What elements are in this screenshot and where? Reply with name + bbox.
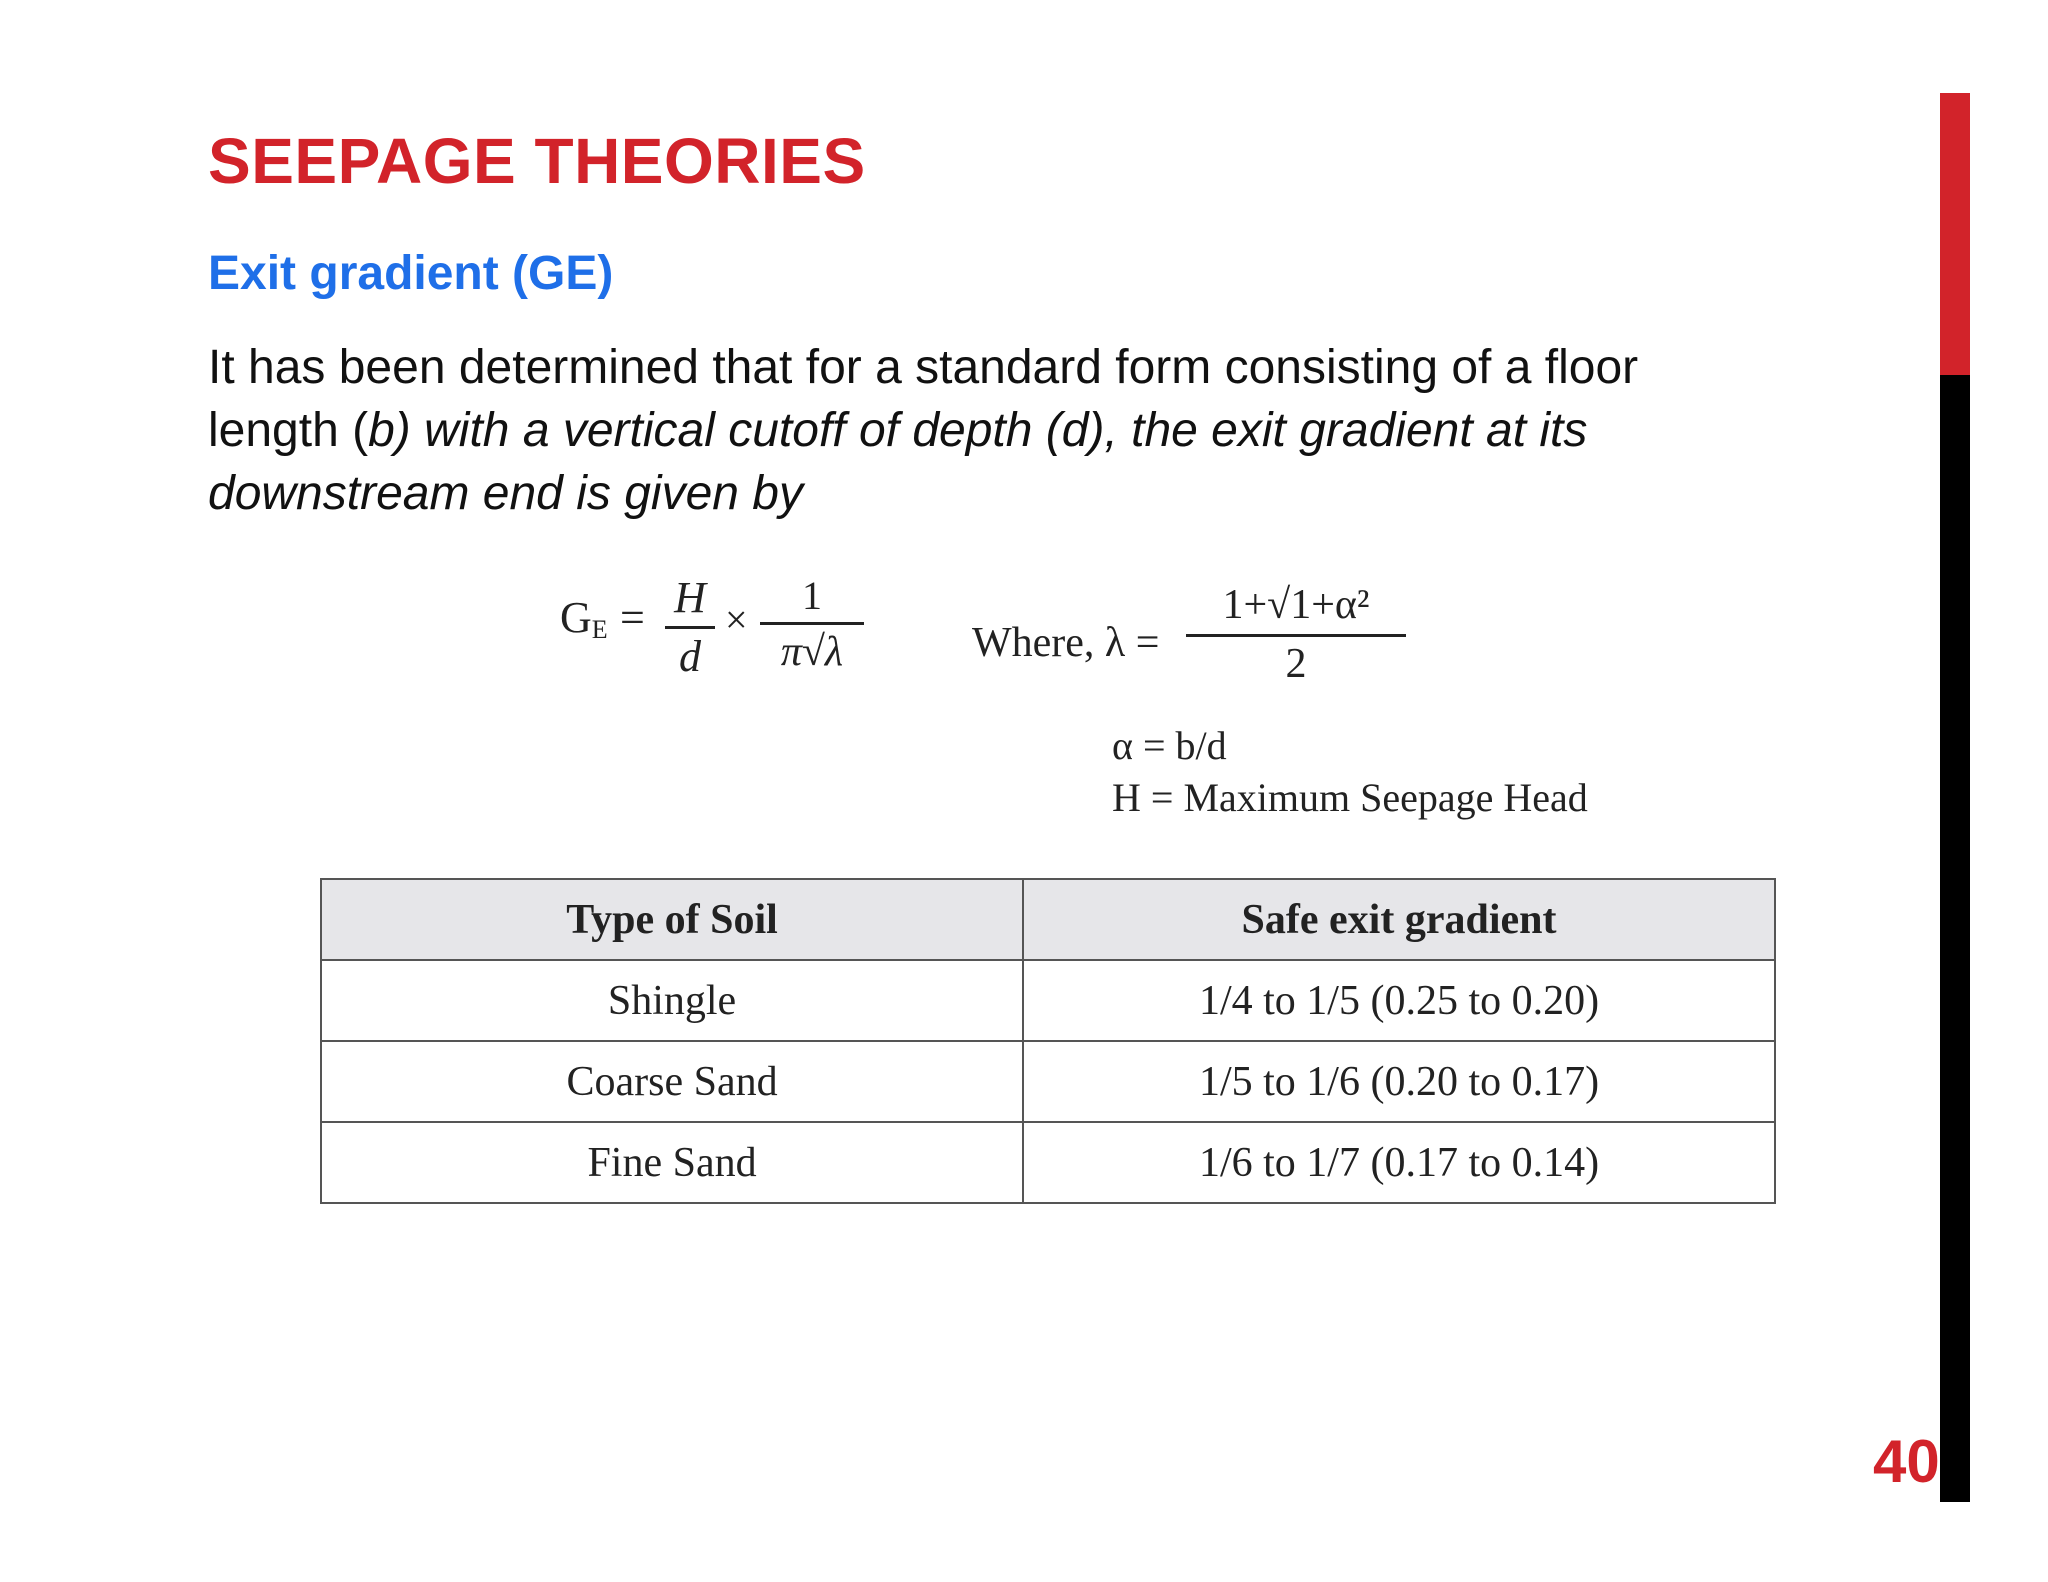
table-row <box>321 1041 1775 1122</box>
fraction-numerator: 1 <box>802 573 822 618</box>
table-cell: 1/5 to 1/6 (0.20 to 0.17) <box>1023 1041 1775 1122</box>
side-accent-bar-red <box>1940 93 1970 375</box>
fraction-denominator: π√λ <box>780 629 844 675</box>
formula-head-definition: H = Maximum Seepage Head <box>1112 775 1588 820</box>
table-row <box>321 1122 1775 1203</box>
table-cell: Shingle <box>321 960 1023 1041</box>
body-text-italic: b) with a vertical cutoff of depth (d), the exit gradient at its downstream end is given by <box>208 404 1588 520</box>
exit-gradient-formula <box>520 562 1720 852</box>
fraction-bar <box>760 622 864 625</box>
fraction-numerator: H <box>674 573 706 622</box>
fraction-numerator: 1+√1+α² <box>1222 582 1370 628</box>
formula-ge: $G_E$ <box>560 593 608 644</box>
body-paragraph <box>208 336 1768 525</box>
formula-fraction-h-over-d <box>665 573 715 681</box>
safe-exit-gradient-table <box>320 878 1776 1204</box>
fraction-bar <box>1186 634 1406 637</box>
fraction-denominator: d <box>679 632 701 681</box>
table-row <box>321 960 1775 1041</box>
formula-lambda-fraction <box>1186 584 1406 685</box>
table-header-cell: Safe exit gradient <box>1023 879 1775 960</box>
table-header-row <box>321 879 1775 960</box>
body-text-normal: It has been determined that for a standard form consisting of a floor length ( <box>208 341 1639 457</box>
slide-title: SEEPAGE THEORIES <box>208 125 866 197</box>
formula-fraction-one-over-pi-root-lambda <box>760 573 864 675</box>
table-cell: Coarse Sand <box>321 1041 1023 1122</box>
side-accent-bar-black <box>1940 375 1970 1502</box>
table-header-cell: Type of Soil <box>321 879 1023 960</box>
formula-times: × <box>725 597 748 642</box>
slide-subtitle: Exit gradient (GE) <box>208 247 614 300</box>
table-cell: 1/4 to 1/5 (0.25 to 0.20) <box>1023 960 1775 1041</box>
formula-equals: = <box>620 593 645 642</box>
page-number: 40 <box>1873 1428 1940 1495</box>
table-cell: Fine Sand <box>321 1122 1023 1203</box>
formula-where-lambda: Where, λ = <box>972 620 1160 666</box>
table-cell: 1/6 to 1/7 (0.17 to 0.14) <box>1023 1122 1775 1203</box>
formula-alpha-definition: α = b/d <box>1112 723 1227 768</box>
fraction-denominator: 2 <box>1285 641 1307 687</box>
fraction-bar <box>665 626 715 629</box>
